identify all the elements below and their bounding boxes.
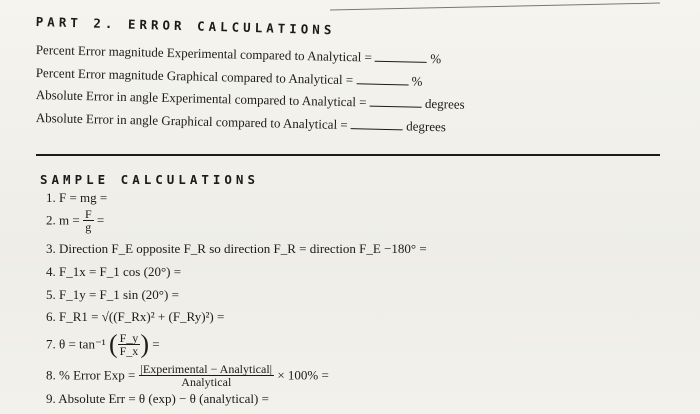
section-divider: [36, 154, 660, 156]
part2-heading: PART 2. ERROR CALCULATIONS: [35, 14, 336, 38]
calc-item-6-formula: F_R1 = √((F_Rx)² + (F_Ry)²) =: [59, 309, 225, 324]
error-line-4-unit: degrees: [406, 118, 447, 135]
calc-item-7-number: 7.: [46, 336, 56, 352]
calc-item-6: [46, 309, 224, 325]
error-line-4: [36, 109, 446, 135]
calc-item-9-formula: Absolute Err = θ (exp) − θ (analytical) =: [58, 391, 269, 406]
error-line-2: [36, 64, 423, 90]
calc-item-9: [46, 391, 269, 407]
calc-item-9-number: 9.: [46, 391, 56, 406]
error-line-4-label: Absolute Error in angle Graphical compared to Analytical =: [35, 109, 348, 133]
error-line-1-blank: [375, 49, 427, 63]
sample-heading: SAMPLE CALCULATIONS: [40, 172, 259, 187]
calc-item-2-rhs: =: [96, 212, 105, 228]
calc-item-1-number: 1.: [46, 190, 56, 205]
calc-item-8-denominator: Analytical: [181, 375, 232, 389]
calc-item-7-right-paren: ): [140, 329, 149, 359]
calc-item-5: [46, 287, 179, 303]
calc-item-7-numerator: F_y: [119, 331, 139, 345]
calc-item-1: [46, 190, 107, 206]
calc-item-4-number: 4.: [46, 264, 56, 279]
calc-item-3-formula: Direction F_E opposite F_R so direction F_R = direction F_E −180° =: [59, 241, 427, 256]
calc-item-5-formula: F_1y = F_1 sin (20°) =: [59, 287, 179, 302]
error-line-1-unit: %: [430, 50, 442, 67]
calc-item-3-number: 3.: [46, 241, 56, 256]
calc-item-7-fraction: [118, 332, 141, 357]
calc-item-3: [46, 241, 427, 257]
calc-item-2-fraction: [83, 208, 94, 233]
error-line-1: [36, 41, 442, 67]
calc-item-2: [46, 208, 104, 233]
calc-item-1-formula: F = mg =: [59, 190, 108, 205]
calc-item-8: [46, 363, 329, 388]
calc-item-4-formula: F_1x = F_1 cos (20°) =: [59, 264, 182, 279]
error-line-1-label: Percent Error magnitude Experimental compared to Analytical =: [35, 41, 373, 65]
calc-item-2-number: 2.: [46, 212, 56, 228]
calc-item-7: [46, 329, 160, 359]
calc-item-7-left-paren: (: [108, 329, 118, 359]
error-line-2-unit: %: [411, 73, 423, 89]
error-line-3-label: Absolute Error in angle Experimental compared to Analytical =: [35, 86, 367, 110]
calc-item-2-numerator: F: [84, 207, 92, 221]
calc-item-6-number: 6.: [46, 309, 56, 324]
calc-item-8-fraction: [139, 363, 275, 388]
error-line-2-label: Percent Error magnitude Graphical compared to Analytical =: [35, 64, 354, 88]
calc-item-8-number: 8.: [46, 367, 56, 383]
calc-item-2-denominator: g: [85, 220, 92, 234]
calc-item-8-lhs: % Error Exp =: [59, 367, 136, 383]
error-line-2-blank: [356, 71, 408, 85]
top-rule: [330, 3, 660, 11]
calc-item-5-number: 5.: [46, 287, 56, 302]
calc-item-4: [46, 264, 181, 280]
calc-item-7-lhs: θ = tan⁻¹: [59, 336, 106, 352]
calc-item-7-denominator: F_x: [119, 344, 139, 358]
calc-item-2-lhs: m =: [59, 212, 80, 228]
calc-item-8-rhs: × 100% =: [277, 367, 329, 383]
calc-item-7-rhs: =: [152, 336, 160, 352]
error-line-4-blank: [351, 116, 403, 130]
error-line-3-unit: degrees: [424, 95, 465, 112]
error-line-3-blank: [370, 94, 422, 108]
error-line-3: [36, 86, 465, 113]
calc-item-8-numerator: |Experimental − Analytical|: [140, 362, 273, 376]
